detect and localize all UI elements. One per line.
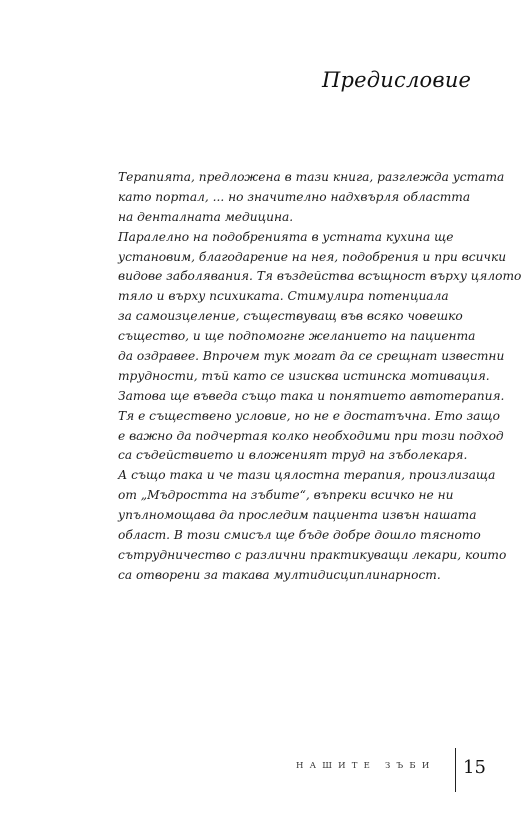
body-line: Терапията, предложена в тази книга, разглежда устата (118, 170, 505, 184)
page-number: 15 (463, 757, 486, 778)
body-line: е важно да подчертая колко необходими при този подход (118, 428, 504, 443)
body-line: са съдействието и вложеният труд на зъболекаря. (118, 448, 468, 463)
body-line: Паралелно на подобренията в устната кухина ще (118, 229, 454, 244)
body-line: А също така и че тази цялостна терапия, произлизаща (118, 468, 496, 483)
body-line: да оздравее. Впрочем тук могат да се срещнат известни (118, 349, 505, 364)
body-line: Затова ще въведа също така и понятието автотерапия. (118, 388, 505, 403)
book-title-footer: НАШИТЕ ЗЪБИ (296, 761, 436, 771)
body-line: за самоизцеление, съществуващ във всяко човешко (118, 309, 463, 324)
body-line: същество, и ще подпомогне желанието на пациента (118, 329, 476, 344)
body-line: упълномощава да проследим пациента извън нашата (118, 508, 477, 523)
body-line: тяло и върху психиката. Стимулира потенциала (118, 289, 449, 304)
body-line: на денталната медицина. (118, 209, 294, 224)
body-line: като портал, ... но значително надхвърля областта (118, 189, 471, 204)
page-title: Предисловие (322, 68, 472, 92)
body-text (118, 168, 522, 586)
footer-divider (455, 748, 456, 792)
body-line: трудности, тъй като се изисква истинска мотивация. (118, 368, 490, 383)
body-line: област. В този смисъл ще бъде добре дошло тясното (118, 528, 481, 543)
body-line: Тя е съществено условие, но не е достатъчна. Ето защо (118, 408, 500, 423)
body-line: от „Мъдростта на зъбите“, въпреки всичко не ни (118, 488, 454, 503)
body-line: установим, благодарение на нея, подобрения и при всички (118, 249, 507, 264)
body-line: са отворени за такава мултидисциплинарност. (118, 567, 441, 582)
body-line: сътрудничество с различни практикуващи лекари, които (118, 547, 507, 562)
body-line: видове заболявания. Тя въздейства всъщност върху цялото (118, 269, 522, 284)
